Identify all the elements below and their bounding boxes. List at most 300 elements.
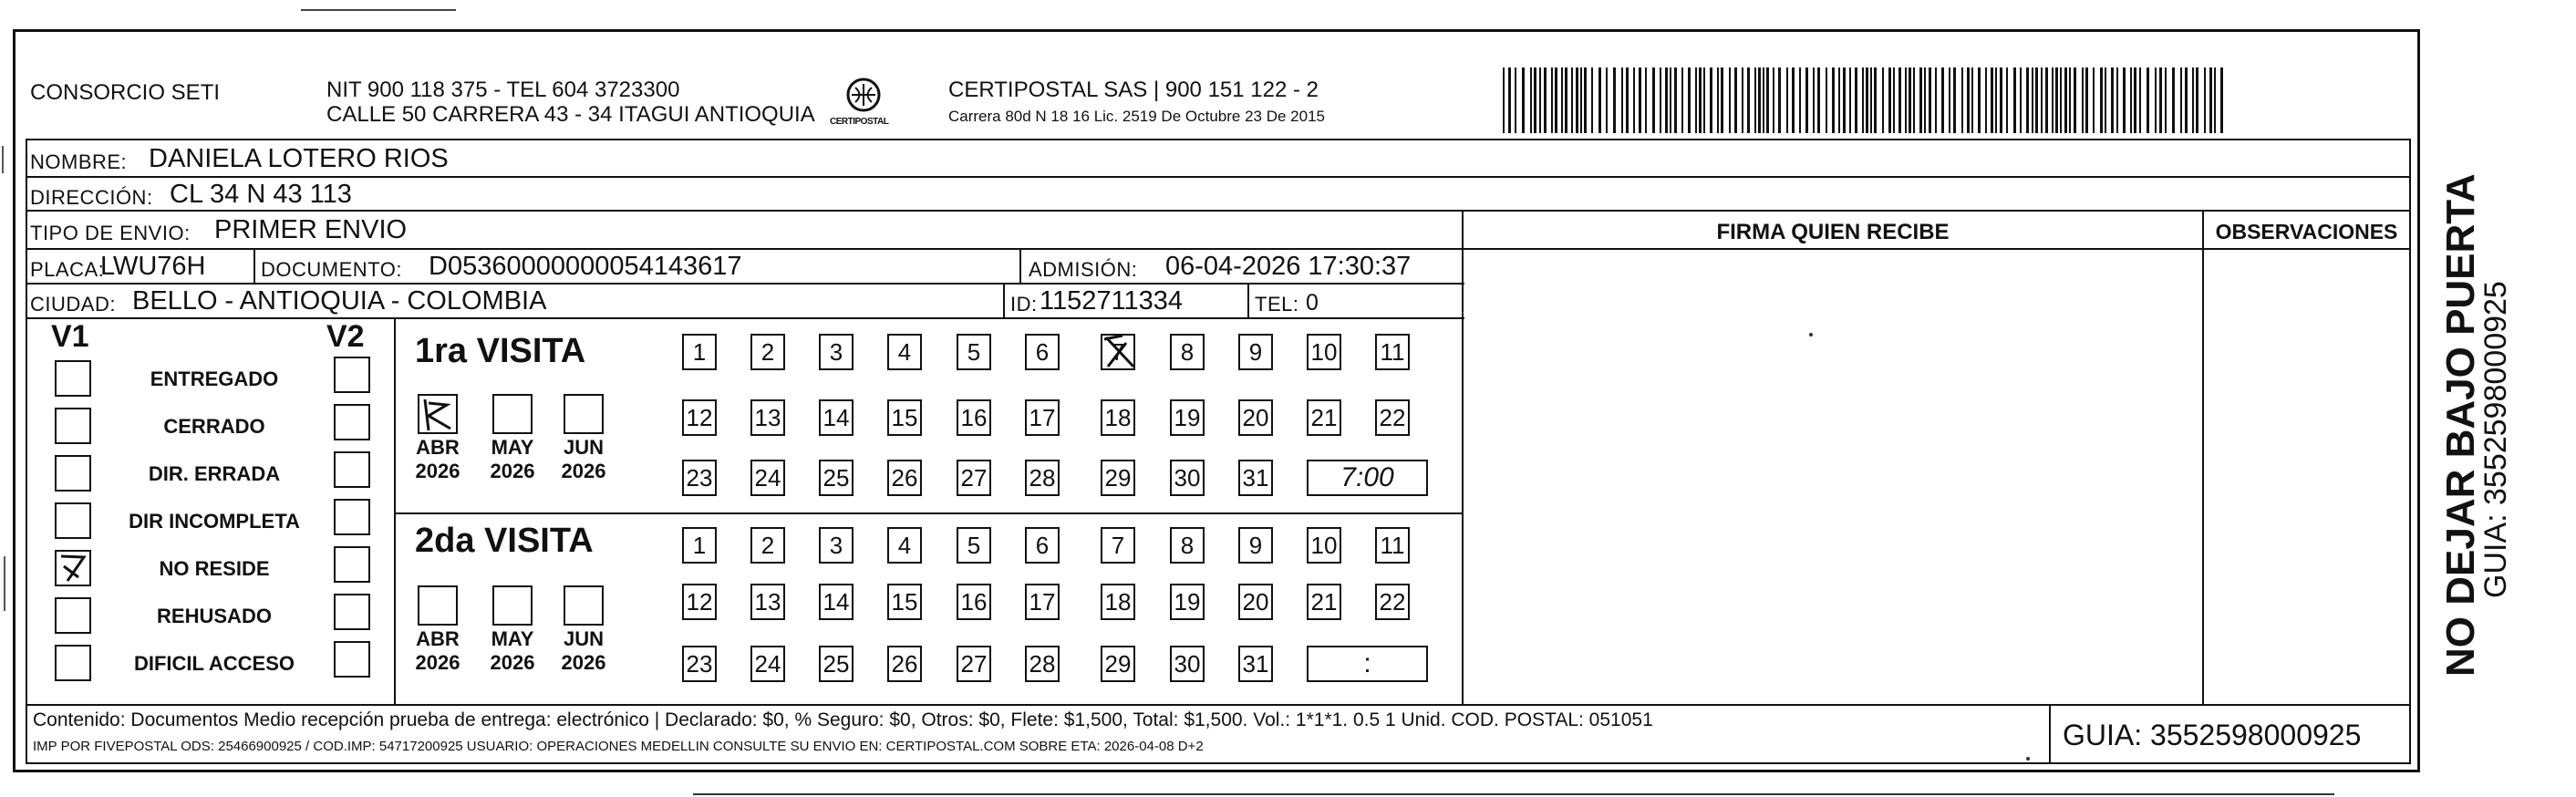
day-number: 20: [1242, 587, 1269, 616]
divider: [26, 762, 2411, 764]
barcode-bar: [2000, 67, 2002, 133]
day-box[interactable]: [1307, 527, 1341, 564]
no-dejar-bajo-puerta: NO DEJAR BAJO PUERTA: [2438, 173, 2483, 677]
barcode-bar: [1961, 67, 1963, 133]
day-number: 11: [1380, 531, 1405, 559]
day-box[interactable]: [1025, 646, 1060, 682]
v1-checkbox[interactable]: [55, 455, 91, 492]
day-number: 31: [1242, 463, 1269, 492]
day-number: 4: [897, 337, 912, 366]
barcode-bar: [1978, 67, 1981, 133]
day-box[interactable]: [957, 584, 991, 620]
day-number: 28: [1029, 649, 1056, 678]
barcode-bar: [1870, 67, 1872, 133]
ciudad-value: BELLO - ANTIOQUIA - COLOMBIA: [132, 286, 547, 316]
barcode-bar: [2116, 67, 2118, 133]
barcode-bar: [2180, 67, 2182, 133]
day-number: 23: [686, 649, 713, 678]
day-box[interactable]: [1170, 399, 1205, 436]
barcode-bar: [2134, 67, 2136, 133]
barcode-bar: [1717, 67, 1719, 133]
status-label: DIFICIL ACCESO: [133, 652, 295, 675]
day-number: 16: [960, 403, 988, 431]
day-box[interactable]: [957, 399, 991, 436]
barcode-bar: [1621, 67, 1623, 133]
second-visit-title: 2da VISITA: [415, 522, 594, 560]
divider: [2049, 704, 2051, 764]
barcode-bar: [1763, 67, 1764, 133]
barcode-bar: [1747, 67, 1750, 133]
barcode-bar: [2159, 67, 2162, 133]
barcode-bar: [1832, 67, 1835, 133]
barcode-bar: [1721, 67, 1723, 133]
barcode-bar: [2026, 67, 2029, 133]
day-box[interactable]: [682, 646, 717, 682]
month-label: JUN 2026: [561, 436, 606, 482]
barcode-bar: [1893, 67, 1895, 133]
day-box[interactable]: [750, 584, 785, 620]
day-box[interactable]: [1170, 584, 1205, 620]
day-number: 1: [692, 337, 707, 366]
day-number: 19: [1174, 587, 1201, 616]
day-number: 18: [1104, 403, 1132, 431]
v2-checkbox[interactable]: [334, 451, 370, 488]
day-number: 13: [754, 587, 781, 616]
day-number: 19: [1174, 403, 1201, 431]
direccion-label: DIRECCIÓN:: [30, 186, 153, 209]
day-box[interactable]: [819, 527, 853, 564]
day-number: 24: [754, 649, 781, 678]
barcode-bar: [2020, 67, 2022, 133]
day-box[interactable]: [819, 334, 853, 370]
barcode-bar: [1613, 67, 1616, 133]
v1-checkbox[interactable]: [55, 408, 91, 444]
v1-checkbox[interactable]: [55, 597, 91, 634]
day-number: 22: [1379, 403, 1406, 431]
divider: [26, 248, 1464, 250]
barcode-bar: [1919, 67, 1922, 133]
day-number: 15: [891, 403, 918, 431]
divider: [26, 139, 2411, 140]
barcode-bar: [2085, 67, 2088, 133]
day-number: 5: [967, 531, 981, 559]
barcode-bar: [1539, 67, 1541, 133]
day-box[interactable]: [887, 399, 922, 436]
barcode-bar: [1792, 67, 1795, 133]
barcode-bar: [1645, 67, 1647, 133]
barcode-bar: [1995, 67, 1997, 133]
day-number: 12: [686, 403, 713, 431]
day-box[interactable]: [750, 334, 785, 370]
barcode-bar: [1826, 67, 1827, 133]
barcode-bar: [2172, 67, 2175, 133]
day-box[interactable]: [750, 646, 785, 682]
v1-checkbox[interactable]: [55, 502, 91, 539]
divider: [394, 512, 1463, 514]
day-number: 27: [960, 463, 988, 492]
barcode-bar: [1935, 67, 1937, 133]
tel-value: 0: [1306, 290, 1319, 316]
side-guia: GUIA: 3552598000925: [2478, 281, 2513, 598]
day-number: 29: [1104, 649, 1132, 678]
divider: [26, 704, 2411, 706]
barcode-bar: [2105, 67, 2106, 133]
check-mark: [419, 396, 456, 432]
day-box[interactable]: [1375, 334, 1410, 370]
barcode-bar: [2074, 67, 2076, 133]
day-box[interactable]: [682, 460, 717, 496]
barcode-bar: [1905, 67, 1907, 133]
certipostal-license: Carrera 80d N 18 16 Lic. 2519 De Octubre 23 De 2015: [948, 108, 1325, 125]
divider: [26, 317, 1464, 319]
v1-header: V1: [51, 319, 89, 354]
barcode-bar: [1703, 67, 1705, 133]
day-box[interactable]: [1101, 460, 1135, 496]
scan-line-top: [301, 9, 456, 11]
scan-line-bottom: [693, 793, 2334, 795]
barcode-bar: [2147, 67, 2149, 133]
barcode-bar: [1949, 67, 1950, 133]
placa-value: LWU76H: [100, 252, 206, 281]
barcode-bar: [1805, 67, 1808, 133]
day-box[interactable]: [1238, 334, 1273, 370]
barcode-bar: [1874, 67, 1877, 133]
barcode-bar: [1778, 67, 1781, 133]
day-number: 21: [1310, 587, 1338, 616]
day-box[interactable]: [750, 460, 785, 496]
logo-text: CERTIPOSTAL: [830, 117, 889, 127]
barcode-bar: [1503, 67, 1505, 133]
day-box[interactable]: [1170, 334, 1205, 370]
barcode-bar: [1862, 67, 1864, 133]
barcode-bar: [1674, 67, 1677, 133]
day-box[interactable]: [1101, 527, 1135, 564]
barcode-bar: [2192, 67, 2194, 133]
day-box[interactable]: [819, 584, 853, 620]
divider: [26, 176, 2411, 178]
id-label: ID:: [1010, 293, 1038, 316]
day-box[interactable]: [682, 334, 717, 370]
check-mark: [57, 552, 89, 585]
day-box[interactable]: [819, 646, 853, 682]
id-value: 1152711334: [1040, 286, 1183, 316]
day-box[interactable]: [1238, 584, 1273, 620]
day-number: 29: [1104, 463, 1132, 492]
barcode-bar: [1913, 67, 1915, 133]
barcode-bar: [1799, 67, 1801, 133]
barcode-bar: [2032, 67, 2033, 133]
barcode-bar: [2069, 67, 2071, 133]
day-box[interactable]: [957, 646, 991, 682]
speck: [2026, 757, 2030, 761]
day-number: 2: [760, 337, 775, 366]
day-box[interactable]: [750, 527, 785, 564]
placa-label: PLACA:: [30, 258, 105, 281]
divider: [1003, 283, 1005, 317]
day-number: 8: [1180, 531, 1195, 559]
divider: [1247, 283, 1249, 317]
day-box[interactable]: [1375, 527, 1410, 564]
v2-checkbox[interactable]: [334, 594, 370, 630]
status-label: DIR. ERRADA: [148, 462, 281, 485]
day-number: 25: [822, 649, 850, 678]
divider: [1462, 248, 2410, 250]
barcode-bar: [1544, 67, 1547, 133]
barcode-bar: [1699, 67, 1702, 133]
barcode-bar: [2006, 67, 2008, 133]
day-number: 28: [1029, 463, 1056, 492]
day-box[interactable]: [1101, 584, 1135, 620]
nombre-label: NOMBRE:: [30, 150, 128, 173]
day-number: 10: [1310, 337, 1338, 366]
day-number: 11: [1380, 337, 1405, 366]
tel-label: TEL:: [1255, 293, 1299, 316]
day-box[interactable]: [819, 399, 853, 436]
divider: [1019, 248, 1021, 283]
day-box[interactable]: [1307, 334, 1341, 370]
day-box[interactable]: [1238, 399, 1273, 436]
day-number: 2: [760, 531, 775, 559]
day-number: 6: [1035, 531, 1050, 559]
day-number: 14: [822, 587, 850, 616]
barcode-bar: [1838, 67, 1840, 133]
barcode-bar: [2013, 67, 2016, 133]
day-number: 16: [960, 587, 988, 616]
barcode-bar: [1754, 67, 1756, 133]
barcode-bar: [1866, 67, 1868, 133]
month-box[interactable]: [418, 585, 458, 626]
day-box[interactable]: [750, 399, 785, 436]
barcode-bar: [1576, 67, 1578, 133]
barcode-bar: [2185, 67, 2188, 133]
v2-checkbox[interactable]: [334, 499, 370, 535]
barcode-bar: [1688, 67, 1691, 133]
v2-checkbox[interactable]: [334, 546, 370, 583]
status-label: REHUSADO: [157, 605, 272, 627]
barcode-bar: [1534, 67, 1536, 133]
divider: [253, 248, 255, 283]
day-number: 30: [1174, 649, 1201, 678]
day-number: 17: [1029, 587, 1056, 616]
divider: [2409, 139, 2411, 763]
month-box[interactable]: [492, 585, 533, 626]
barcode-bar: [2123, 67, 2126, 133]
day-box[interactable]: [1025, 334, 1060, 370]
status-label: DIR INCOMPLETA: [129, 510, 300, 533]
divider: [394, 317, 396, 704]
barcode-bar: [1941, 67, 1944, 133]
day-number: 7: [1111, 337, 1125, 366]
day-box[interactable]: [682, 584, 717, 620]
day-box[interactable]: [1170, 646, 1205, 682]
time-value: 7:00: [1340, 462, 1394, 492]
day-number: 3: [829, 531, 843, 559]
day-number: 13: [754, 403, 781, 431]
barcode-bar: [1882, 67, 1884, 133]
barcode-bar: [1670, 67, 1671, 133]
barcode-bar: [2130, 67, 2132, 133]
tipo-envio-value: PRIMER ENVIO: [214, 215, 408, 244]
ciudad-label: CIUDAD:: [30, 293, 116, 316]
company-address: CALLE 50 CARRERA 43 - 34 ITAGUI ANTIOQUIA: [326, 102, 815, 127]
day-box[interactable]: [1101, 646, 1135, 682]
day-number: 9: [1248, 337, 1263, 366]
day-number: 6: [1035, 337, 1050, 366]
admision-value: 06-04-2026 17:30:37: [1165, 252, 1412, 281]
v2-header: V2: [326, 319, 365, 354]
barcode-bar: [2055, 67, 2058, 133]
day-number: 3: [829, 337, 843, 366]
v2-checkbox[interactable]: [334, 641, 370, 678]
barcode-bar: [2035, 67, 2038, 133]
edge-mark: [4, 556, 5, 611]
edge-mark: [2, 146, 4, 173]
observaciones-header: OBSERVACIONES: [2215, 220, 2398, 243]
speck: [1809, 333, 1813, 336]
time-box[interactable]: [1307, 460, 1428, 496]
day-box[interactable]: [1238, 460, 1273, 496]
day-box[interactable]: [957, 460, 991, 496]
day-box[interactable]: [887, 334, 922, 370]
barcode-bar: [1660, 67, 1661, 133]
barcode-bar: [1773, 67, 1774, 133]
day-number: 12: [686, 587, 713, 616]
day-box[interactable]: [887, 460, 922, 496]
day-number: 30: [1174, 463, 1201, 492]
barcode-bar: [2041, 67, 2043, 133]
day-box[interactable]: [1025, 399, 1060, 436]
barcode-bar: [2139, 67, 2141, 133]
nit-tel: NIT 900 118 375 - TEL 604 3723300: [326, 78, 680, 102]
v1-checkbox[interactable]: [55, 645, 91, 681]
barcode-bar: [1598, 67, 1601, 133]
barcode-bar: [1888, 67, 1891, 133]
documento-label: DOCUMENTO:: [261, 258, 402, 281]
barcode-bar: [2060, 67, 2062, 133]
barcode-bar: [2209, 67, 2212, 133]
month-box[interactable]: [564, 394, 604, 434]
barcode-bar: [2155, 67, 2157, 133]
first-visit-title: 1ra VISITA: [415, 332, 586, 370]
month-label: JUN 2026: [561, 627, 606, 674]
barcode-bar: [1985, 67, 1987, 133]
time-box[interactable]: [1307, 646, 1428, 682]
barcode-bar: [2214, 67, 2216, 133]
day-box[interactable]: [819, 460, 853, 496]
check-mark: [1099, 330, 1139, 374]
barcode-bar: [1584, 67, 1587, 133]
day-box[interactable]: [1025, 460, 1060, 496]
divider: [26, 139, 27, 704]
month-box[interactable]: [418, 394, 458, 434]
day-box[interactable]: [1170, 527, 1205, 564]
barcode-bar: [2045, 67, 2048, 133]
day-box[interactable]: [1375, 399, 1410, 436]
month-box[interactable]: [564, 585, 604, 626]
nombre-value: DANIELA LOTERO RIOS: [149, 144, 449, 173]
month-box[interactable]: [492, 394, 533, 434]
day-box[interactable]: [1170, 460, 1205, 496]
barcode-bar: [1991, 67, 1993, 133]
barcode-bar: [1665, 67, 1668, 133]
day-number: 14: [822, 403, 850, 431]
v1-checkbox[interactable]: [55, 360, 91, 397]
barcode-bar: [2100, 67, 2103, 133]
day-box[interactable]: [887, 584, 922, 620]
barcode-bar: [2052, 67, 2054, 133]
day-box[interactable]: [1375, 584, 1410, 620]
day-number: 7: [1111, 531, 1125, 559]
day-number: 23: [686, 463, 713, 492]
barcode-bar: [2165, 67, 2167, 133]
day-number: 27: [960, 649, 988, 678]
day-number: 21: [1310, 403, 1338, 431]
day-number: 22: [1379, 587, 1406, 616]
v2-checkbox[interactable]: [334, 404, 370, 440]
day-box[interactable]: [682, 527, 717, 564]
barcode-bar: [1817, 67, 1820, 133]
day-box[interactable]: [957, 527, 991, 564]
day-number: 25: [822, 463, 850, 492]
barcode-bar: [1522, 67, 1525, 133]
barcode-bar: [1571, 67, 1573, 133]
barcode-bar: [1681, 67, 1683, 133]
day-number: 26: [891, 463, 918, 492]
barcode-bar: [1953, 67, 1956, 133]
direccion-value: CL 34 N 43 113: [170, 180, 352, 209]
day-box[interactable]: [1307, 399, 1341, 436]
time-value: :: [1363, 648, 1371, 678]
barcode-bar: [1843, 67, 1846, 133]
day-box[interactable]: [1025, 527, 1060, 564]
day-box[interactable]: [682, 399, 717, 436]
day-number: 1: [692, 531, 707, 559]
day-box[interactable]: [1238, 646, 1273, 682]
barcode-bar: [1508, 67, 1511, 133]
day-box[interactable]: [887, 646, 922, 682]
day-box[interactable]: [1307, 584, 1341, 620]
v2-checkbox[interactable]: [334, 357, 370, 393]
tipo-envio-label: TIPO DE ENVIO:: [30, 222, 191, 244]
day-number: 10: [1310, 531, 1338, 559]
day-box[interactable]: [1101, 334, 1135, 370]
day-box[interactable]: [887, 527, 922, 564]
barcode-bar: [1766, 67, 1769, 133]
barcode-bar: [1626, 67, 1629, 133]
day-box[interactable]: [1101, 399, 1135, 436]
day-number: 31: [1242, 649, 1269, 678]
day-number: 8: [1180, 337, 1195, 366]
label-frame: [13, 29, 2420, 772]
barcode-bar: [1971, 67, 1973, 133]
barcode-bar: [1758, 67, 1761, 133]
barcode-bar: [1729, 67, 1731, 133]
day-box[interactable]: [957, 334, 991, 370]
day-box[interactable]: [1025, 584, 1060, 620]
status-label: CERRADO: [163, 415, 265, 438]
barcode-bar: [1515, 67, 1516, 133]
barcode-bar: [1742, 67, 1743, 133]
divider: [2202, 210, 2204, 704]
day-box[interactable]: [1238, 527, 1273, 564]
status-label: NO RESIDE: [159, 557, 270, 580]
v1-checkbox[interactable]: [55, 550, 91, 586]
barcode-bar: [1606, 67, 1608, 133]
day-number: 4: [897, 531, 912, 559]
month-label: MAY 2026: [490, 436, 535, 482]
day-number: 15: [891, 587, 918, 616]
barcode-bar: [2220, 67, 2223, 133]
